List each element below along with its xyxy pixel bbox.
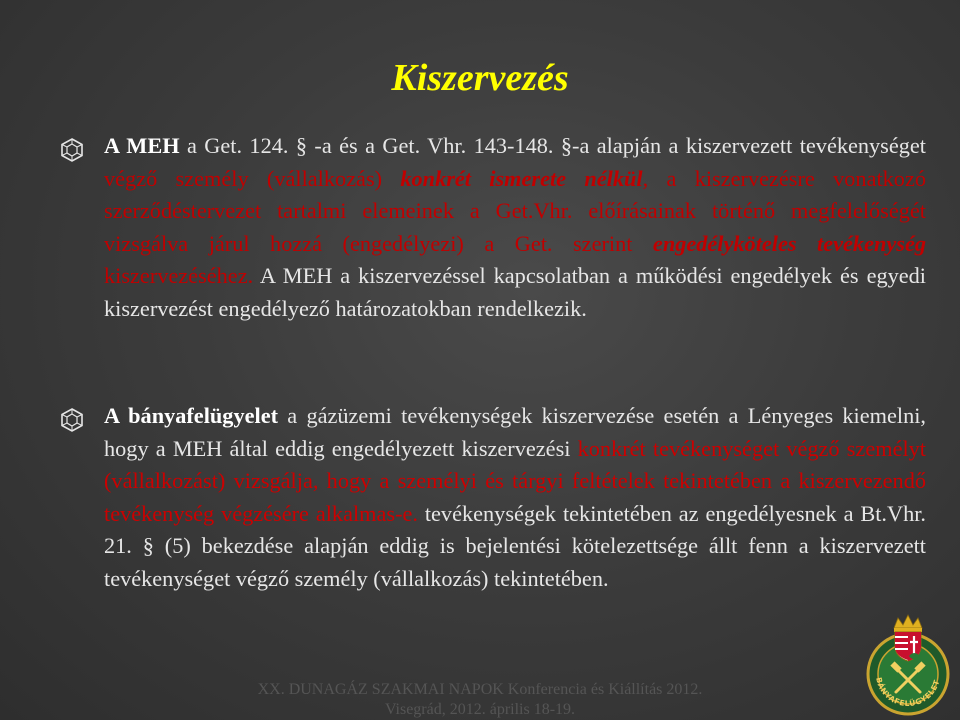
footer-conference: XX. DUNAGÁZ SZAKMAI NAPOK Konferencia és Kiállítás 2012. [257, 681, 703, 698]
text-run: A MEH [104, 133, 180, 158]
text-run: , a kiszervezésre vonatkozó szerződéstervezet tartalmi elemeinek a Get.Vhr. előírásainak történő megfelelőségét vizsgálva járul hozzá (engedélyezi) a Get. szerint [104, 165, 927, 256]
text-run: A MEH a kiszervezéssel kapcsolatban a működési engedélyek és egyedi kiszervezést engedélyező határozatokban rendelkezik. [104, 263, 926, 321]
text-run: végző személy (vállalkozás) [104, 165, 401, 191]
text-run: kiszervezéséhez. [104, 263, 254, 289]
text-run: konkrét tevékenységet végző személyt (vállalkozást) vizsgálja, hogy a személyi és tárgyi feltételek tekintetében a kiszervezendő tevékenység végzésére alkalmas-e. [104, 435, 927, 526]
logo-ring-text: BÁNYAFELÜGYELET [874, 676, 942, 709]
hexagon-bullet-icon [60, 138, 84, 162]
hexagon-bullet-icon [60, 408, 84, 432]
bullet-item-meh [60, 130, 926, 360]
bullet-text [104, 130, 926, 326]
bullet-text [104, 400, 926, 596]
slide-title: Kiszervezés [391, 57, 569, 99]
text-run: tevékenységek tekintetében az engedélyesnek a Bt.Vhr. 21. § (5) bekezdése alapján eddig is bejelentési kötelezettsége állt fenn a kiszervezett tevékenységet végző személy (vállalkozás) tekintetében. [104, 500, 926, 591]
text-run: A bányafelügyelet [104, 403, 279, 428]
banyafelugyelet-logo [858, 610, 958, 718]
footer-location-date: Visegrád, 2012. április 18-19. [384, 701, 576, 718]
text-run: a gázüzemi tevékenységek kiszervezése esetén a Lényeges kiemelni, hogy a MEH által eddig engedélyezett kiszervezési [104, 403, 926, 461]
text-run: a Get. 124. § -a és a Get. Vhr. 143-148. §-a alapján a kiszervezett tevékenységet [179, 133, 926, 158]
text-run: engedélyköteles tevékenység [652, 230, 926, 256]
text-run: konkrét ismerete nélkül [400, 165, 643, 191]
bullet-item-banyafelugyelet [60, 400, 926, 630]
